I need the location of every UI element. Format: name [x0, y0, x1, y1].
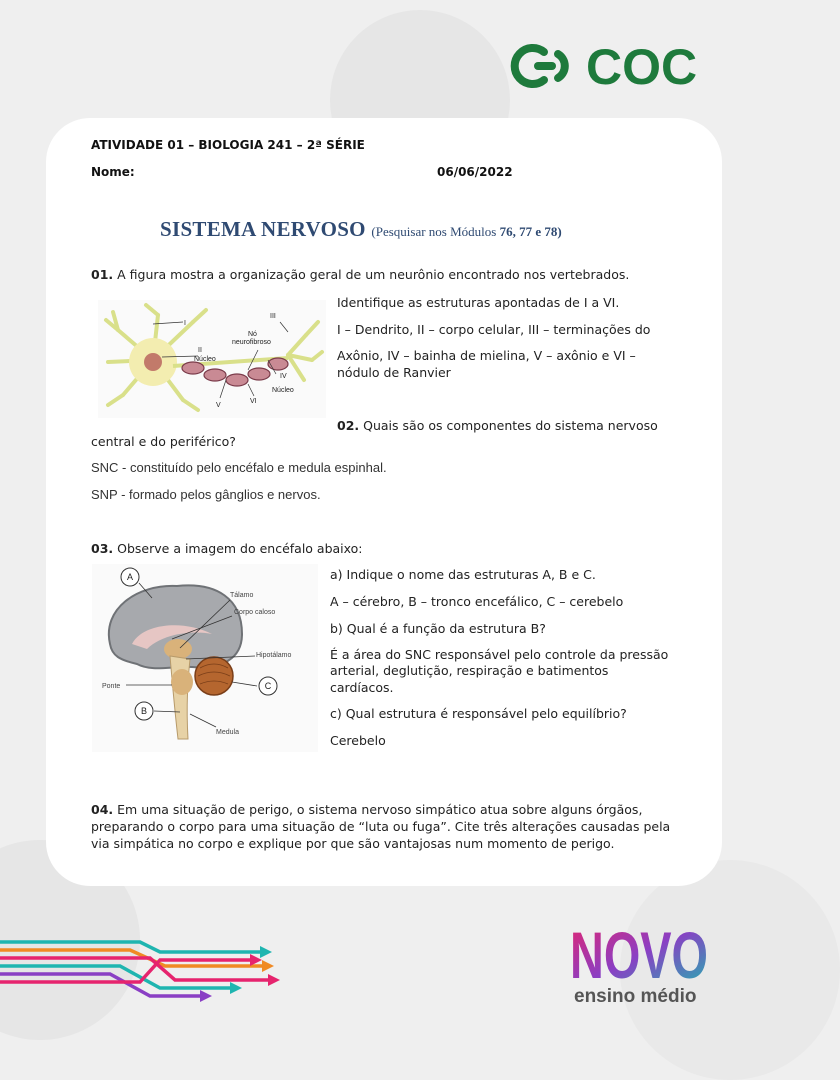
q3a-answer: A – cérebro, B – tronco encefálico, C – cerebelo — [330, 594, 624, 609]
brain-label: Corpo caloso — [234, 609, 276, 616]
title-main: SISTEMA NERVOSO — [160, 217, 366, 241]
question-text: A figura mostra a organização geral de um neurônio encontrado nos vertebrados. — [117, 267, 630, 282]
question-4-line: via simpática no corpo e explique por que são vantajosas num momento de perigo. — [91, 836, 615, 851]
activity-header: ATIVIDADE 01 – BIOLOGIA 241 – 2ª SÉRIE — [91, 138, 365, 152]
q1-answer-line: nódulo de Ranvier — [337, 365, 451, 380]
question-number: 02. — [337, 418, 360, 433]
neuron-label: Nó — [248, 331, 257, 338]
question-3 — [91, 540, 363, 558]
title-sub: (Pesquisar nos Módulos 76, 77 e 78) — [371, 224, 562, 239]
question-text: Em uma situação de perigo, o sistema nervoso simpático atua sobre alguns órgãos, — [117, 802, 643, 817]
neuron-label: VI — [250, 398, 257, 405]
neuron-label: neurofibroso — [232, 339, 271, 346]
q3c-answer: Cerebelo — [330, 733, 386, 748]
q3b-answer-line: É a área do SNC responsável pelo controle da pressão — [330, 647, 669, 662]
neuron-label: IV — [280, 373, 287, 380]
q3b-question: b) Qual é a função da estrutura B? — [330, 621, 546, 636]
question-number: 01. — [91, 267, 114, 282]
date: 06/06/2022 — [437, 165, 513, 179]
neuron-label: III — [270, 313, 276, 320]
coc-logo-text: COC — [586, 39, 698, 95]
brain-label-a: A — [126, 572, 134, 582]
neuron-label: V — [216, 402, 221, 409]
neuron-figure — [98, 300, 326, 418]
question-2-continued: central e do periférico? — [91, 434, 236, 449]
question-number: 03. — [91, 541, 114, 556]
novo-text: NOVO — [570, 918, 708, 992]
ensino-medio-text: ensino médio — [574, 986, 697, 1007]
brain-figure — [92, 564, 318, 752]
name-label: Nome: — [91, 165, 135, 179]
question-2 — [337, 417, 658, 435]
q3b-answer-line: arterial, deglutição, respiração e batimentos — [330, 663, 609, 678]
brain-label: Ponte — [102, 683, 121, 690]
neuron-label: II — [198, 347, 202, 354]
q2-answer: SNP - formado pelos gânglios e nervos. — [91, 487, 321, 502]
brain-label: Medula — [216, 729, 239, 736]
q3b-answer-line: cardíacos. — [330, 680, 394, 695]
q1-answer-line: I – Dendrito, II – corpo celular, III – terminações do — [337, 322, 651, 337]
q3c-question: c) Qual estrutura é responsável pelo equilíbrio? — [330, 706, 627, 721]
q1-answer-line: Axônio, IV – bainha de mielina, V – axônio e VI – — [337, 348, 636, 363]
question-4 — [91, 801, 642, 819]
neuron-label: Núcleo — [194, 356, 216, 363]
question-1 — [91, 266, 629, 284]
brain-label: Hipotálamo — [256, 652, 292, 659]
coc-logo — [508, 39, 723, 95]
brain-label-c: C — [264, 681, 272, 691]
novo-ensino-medio-logo — [570, 916, 710, 1008]
neuron-label: Núcleo — [272, 387, 294, 394]
question-text: Quais são os componentes do sistema nervoso — [363, 418, 658, 433]
brain-label-b: B — [140, 706, 148, 716]
question-text: Observe a imagem do encéfalo abaixo: — [117, 541, 363, 556]
q2-answer: SNC - constituído pelo encéfalo e medula espinhal. — [91, 460, 387, 475]
brain-label: Tálamo — [230, 592, 254, 599]
page-title — [160, 217, 562, 242]
question-4-line: preparando o corpo para uma situação de “luta ou fuga”. Cite três alterações causadas pela — [91, 819, 671, 834]
decorative-arrows — [0, 930, 290, 1010]
neuron-label: I — [184, 320, 186, 327]
q1-instruction: Identifique as estruturas apontadas de I a VI. — [337, 295, 620, 310]
question-number: 04. — [91, 802, 114, 817]
q3a-question: a) Indique o nome das estruturas A, B e C. — [330, 567, 596, 582]
